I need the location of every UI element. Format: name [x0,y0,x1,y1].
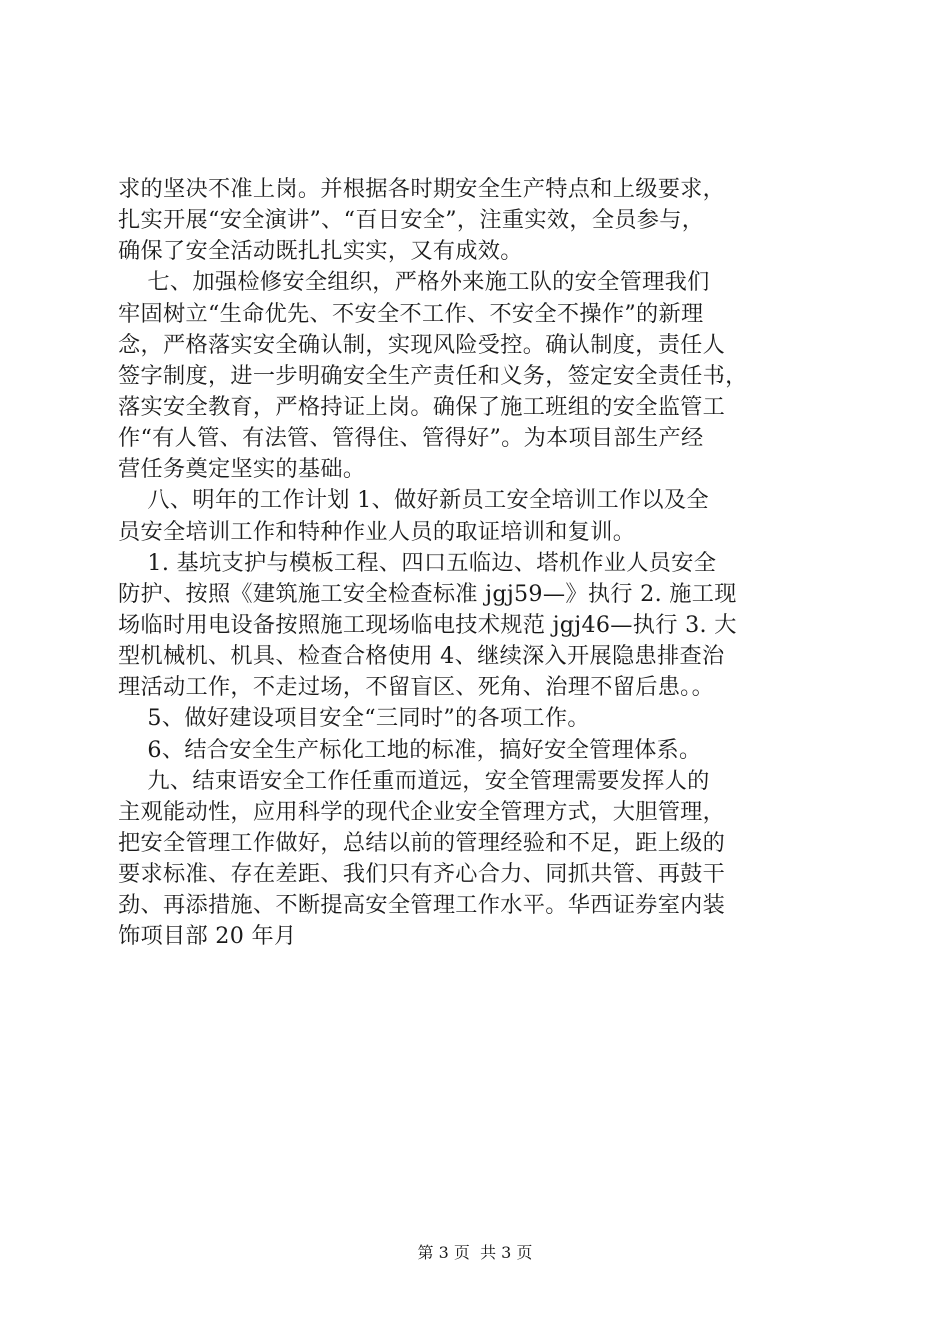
document-body [118,174,838,953]
text-line: 防护、按照《建筑施工安全检查标准 jgj59—》执行 2. 施工现 [118,580,737,607]
text-line: 要求标准、存在差距、我们只有齐心合力、同抓共管、再鼓干 [118,861,726,888]
text-line: 型机械机、机具、检查合格使用 4、继续深入开展隐患排查治 [118,643,725,670]
text-line: 签字制度，进一步明确安全生产责任和义务，签定安全责任书， [118,362,748,389]
text-line: 场临时用电设备按照施工现场临电技术规范 jgj46—执行 3. 大 [118,611,737,638]
text-line: 5、做好建设项目安全“三同时”的各项工作。 [118,705,590,732]
text-line: 九、结束语安全工作任重而道远，安全管理需要发挥人的 [118,767,710,794]
text-line: 扎实开展“安全演讲”、“百日安全”，注重实效，全员参与， [118,207,705,234]
text-line: 营任务奠定坚实的基础。 [118,456,366,483]
text-line: 八、明年的工作计划 1、做好新员工安全培训工作以及全 [118,487,709,514]
text-line: 理活动工作，不走过场，不留盲区、死角、治理不留后患。。 [118,674,715,701]
text-line: 求的坚决不准上岗。并根据各时期安全生产特点和上级要求， [118,176,726,202]
text-line: 主观能动性，应用科学的现代企业安全管理方式，大胆管理， [118,798,726,825]
text-line: 6、结合安全生产标化工地的标准，搞好安全管理体系。 [118,736,702,763]
text-line: 七、加强检修安全组织，严格外来施工队的安全管理我们 [118,269,710,296]
text-line: 念，严格落实安全确认制，实现风险受控。确认制度，责任人 [118,331,726,358]
text-line: 落实安全教育，严格持证上岗。确保了施工班组的安全监管工 [118,393,726,420]
text-line: 员安全培训工作和特种作业人员的取证培训和复训。 [118,518,636,545]
text-line: 1. 基坑支护与模板工程、四口五临边、塔机作业人员安全 [118,549,717,576]
text-line: 确保了安全活动既扎扎实实，又有成效。 [118,238,523,265]
text-line: 牢固树立“生命优先、不安全不工作、不安全不操作”的新理 [118,300,704,327]
text-line: 把安全管理工作做好，总结以前的管理经验和不足，距上级的 [118,829,726,856]
page-number-footer: 第 3 页 共 3 页 [417,1243,533,1262]
text-line: 劲、再添措施、不断提高安全管理工作水平。华西证券室内装 [118,892,726,919]
text-line: 饰项目部 20 年月 [118,923,297,950]
text-line: 作“有人管、有法管、管得住、管得好”。为本项目部生产经 [118,425,704,452]
